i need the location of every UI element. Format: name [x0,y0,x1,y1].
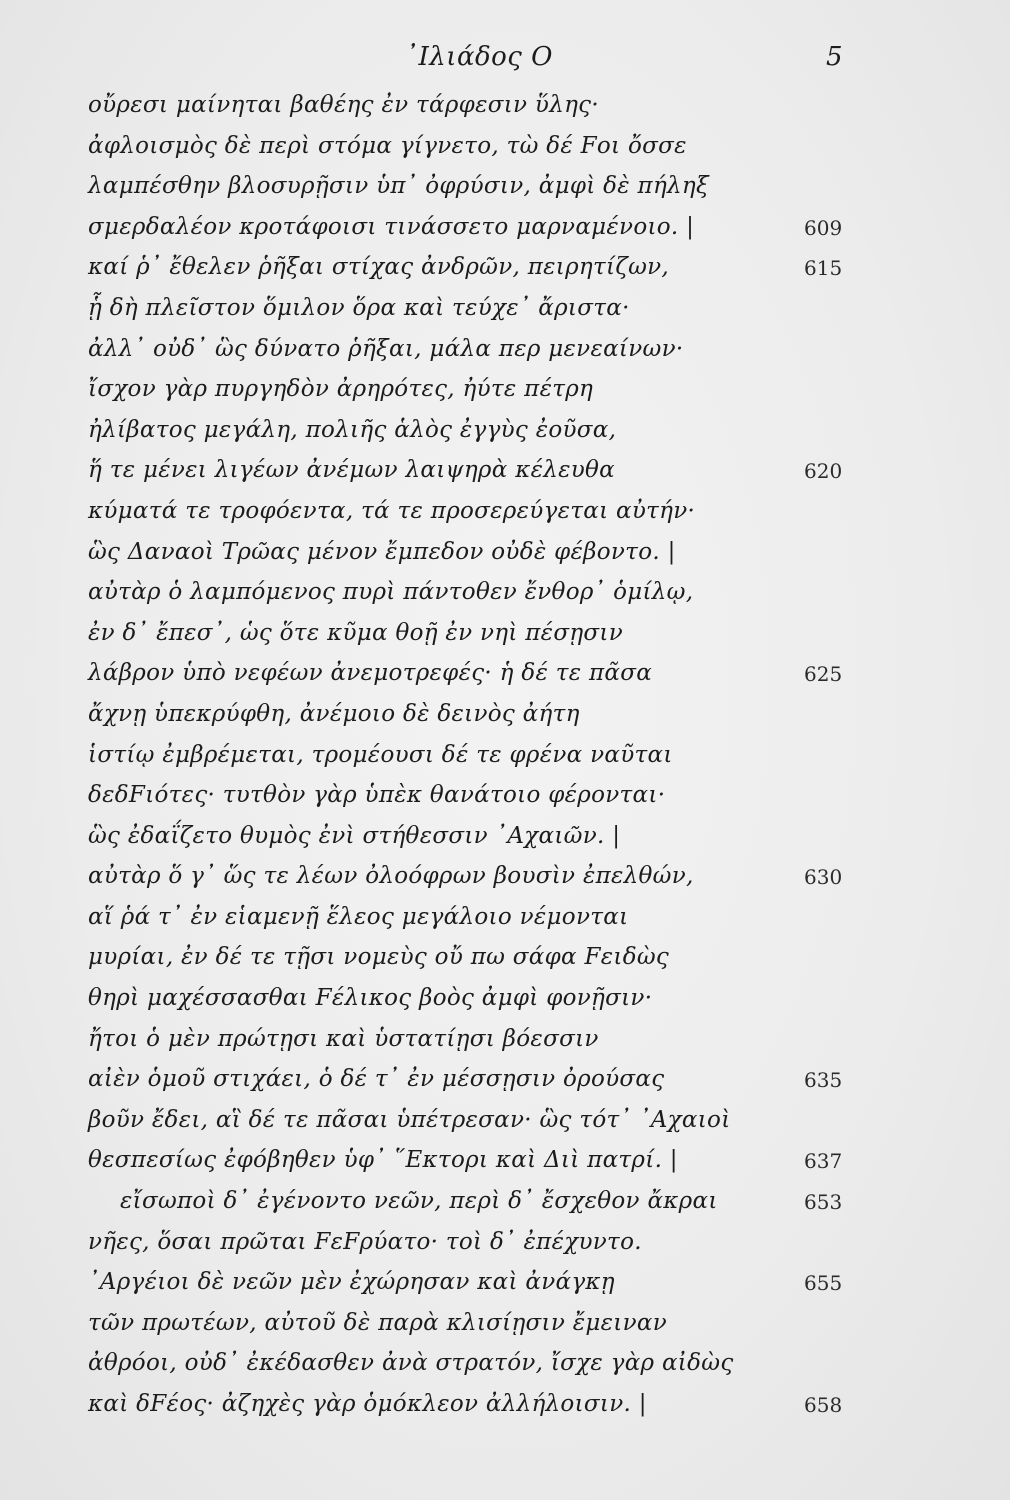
verse-line [0,131,1010,172]
verse-line [0,1024,1010,1065]
verse-line [0,252,1010,293]
verse-line [0,577,1010,618]
verse-text: βοῦν ἔδει, αἳ δέ τε πᾶσαι ὑπέτρεσαν· ὣς τότ᾿ ᾿Αχαιοὶ [88,1106,731,1133]
verse-line [0,983,1010,1024]
verse-text: ἄχνῃ ὑπεκρύφθη, ἀνέμοιο δὲ δεινὸς ἀήτη [88,700,580,727]
verse-line [0,902,1010,943]
line-number: 658 [804,1393,843,1417]
verse-text: αἰὲν ὁμοῦ στιχάει, ὁ δέ τ᾿ ἐν μέσσῃσιν ὀρούσας [88,1066,665,1093]
verse-text: ἤτοι ὁ μὲν πρώτῃσι καὶ ὑστατίῃσι βόεσσιν [88,1025,599,1052]
verse-line [0,1064,1010,1105]
verse-line [0,1186,1010,1227]
verse-text: ἥ τε μένει λιγέων ἀνέμων λαιψηρὰ κέλευθα [88,457,616,484]
verse-line [0,699,1010,740]
line-number: 620 [804,459,843,484]
verse-text: κύματά τε τροφόεντα, τά τε προσερεύγεται αὐτήν· [88,497,696,524]
verse-line [0,1145,1010,1186]
verse-line [0,1389,1010,1430]
verse-text: σμερδαλέον κροτάφοισι τινάσσετο μαρναμένοιο. | [88,213,695,240]
verse-text: μυρίαι, ἐν δέ τε τῇσι νομεὺς οὔ πω σάφα Fειδὼς [88,944,670,971]
verse-line [0,658,1010,699]
verse-text: ἀθρόοι, οὐδ᾿ ἐκέδασθεν ἀνὰ στρατόν, ἴσχε γὰρ αἰδὼς [88,1350,734,1377]
line-number: 653 [804,1190,843,1215]
verse-line [0,780,1010,821]
verse-line [0,1267,1010,1308]
verse-line [0,496,1010,537]
verse-line [0,942,1010,983]
verse-text: ὣς Δαναοὶ Τρῶας μένον ἔμπεδον οὐδὲ φέβοντο. | [88,538,676,565]
verse-text: ἱστίῳ ἐμβρέμεται, τρομέουσι δέ τε φρένα ναῦται [88,741,673,768]
verse-line [0,415,1010,456]
verse-text: εἴσωποὶ δ᾿ ἐγένοντο νεῶν, περὶ δ᾿ ἔσχεθον ἄκραι [120,1188,718,1215]
verse-line [0,1105,1010,1146]
verse-line [0,618,1010,659]
line-number: 637 [804,1149,843,1174]
running-title: ᾿Ιλιάδος Ο [405,42,553,72]
running-head [0,42,1010,82]
verse-text: οὔρεσι μαίνηται βαθέης ἐν τάρφεσιν ὕλης· [88,92,599,118]
verse-text: λάβρον ὑπὸ νεφέων ἀνεμοτρεφές· ἡ δέ τε πᾶσα [88,660,653,687]
verse-text: ὣς ἐδαΐζετο θυμὸς ἐνὶ στήθεσσιν ᾿Αχαιῶν. | [88,822,621,849]
verse-line [0,334,1010,375]
verse-text: καὶ δFέος· ἀζηχὲς γὰρ ὁμόκλεον ἀλλήλοισιν. | [88,1391,647,1417]
verse-line [0,537,1010,578]
verse-line [0,1308,1010,1349]
line-number: 625 [804,662,843,687]
verse-text: λαμπέσθην βλοσυρῇσιν ὑπ᾿ ὀφρύσιν, ἀμφὶ δὲ πήληξ [88,173,709,200]
verse-text: καί ῥ᾿ ἔθελεν ῥῆξαι στίχας ἀνδρῶν, πειρητίζων, [88,254,670,281]
verse-line [0,861,1010,902]
verse-text: αὐτὰρ ὅ γ᾿ ὥς τε λέων ὀλοόφρων βουσὶν ἐπελθών, [88,863,694,890]
verse-text: θηρὶ μαχέσσασθαι Fέλικος βοὸς ἀμφὶ φονῇσιν· [88,985,653,1012]
verse-text: θεσπεσίως ἐφόβηθεν ὑφ᾿ ῞Εκτορι καὶ Διὶ πατρί. | [88,1147,678,1174]
verse-line [0,455,1010,496]
verse-line [0,212,1010,253]
line-number: 630 [804,865,843,890]
page-number: 5 [826,42,843,72]
verse-text: ἀφλοισμὸς δὲ περὶ στόμα γίγνετο, τὼ δέ Fοι ὄσσε [88,132,687,159]
verse-line [0,740,1010,781]
line-number: 655 [804,1271,843,1296]
verse-line [0,90,1010,131]
verse-text: ᾗ δὴ πλεῖστον ὅμιλον ὅρα καὶ τεύχε᾿ ἄριστα· [88,294,630,321]
verse-text: δεδFιότες· τυτθὸν γὰρ ὑπὲκ θανάτοιο φέρονται· [88,782,666,809]
verse-text: αἵ ῥά τ᾿ ἐν εἱαμενῇ ἕλεος μεγάλοιο νέμονται [88,903,629,930]
verse-line [0,171,1010,212]
verse-line [0,374,1010,415]
verse-text: αὐτὰρ ὁ λαμπόμενος πυρὶ πάντοθεν ἔνθορ᾿ ὁμίλῳ, [88,579,694,606]
verse-text: ᾿Αργέιοι δὲ νεῶν μὲν ἐχώρησαν καὶ ἀνάγκῃ [88,1269,615,1296]
verse-line [0,1348,1010,1389]
line-number: 615 [804,256,843,281]
verse-block [0,90,1010,1430]
verse-text: ἐν δ᾿ ἔπεσ᾿, ὡς ὅτε κῦμα θοῇ ἐν νηὶ πέσῃσιν [88,619,623,646]
verse-line [0,1227,1010,1268]
verse-text: ἠλίβατος μεγάλη, πολιῆς ἁλὸς ἐγγὺς ἐοῦσα, [88,416,617,443]
verse-text: τῶν πρωτέων, αὐτοῦ δὲ παρὰ κλισίῃσιν ἔμειναν [88,1309,668,1336]
verse-text: ἴσχον γὰρ πυργηδὸν ἀρηρότες, ἠύτε πέτρη [88,376,594,403]
verse-text: νῆες, ὅσαι πρῶται FεFρύατο· τοὶ δ᾿ ἐπέχυντο. [88,1228,642,1255]
verse-line [0,293,1010,334]
verse-text: ἀλλ᾿ οὐδ᾿ ὣς δύνατο ῥῆξαι, μάλα περ μενεαίνων· [88,335,684,362]
line-number: 609 [804,215,843,240]
verse-line [0,821,1010,862]
line-number: 635 [804,1068,843,1093]
